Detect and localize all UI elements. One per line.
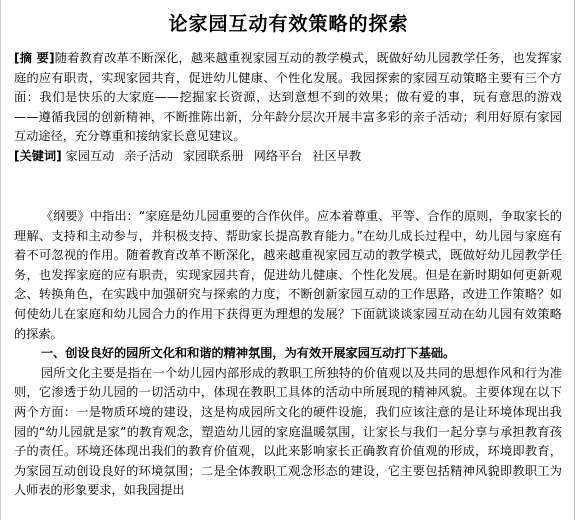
keywords-tag: [关键词]: [14, 148, 62, 163]
body-paragraph: 《纲要》中指出：“家庭是幼儿园重要的合作伙伴。应本着尊重、平等、合作的原则，争取家长的理解、支持和主动参与，并积极支持、帮助家长提高教育能力。”在幼儿成长过程中，幼儿园与家庭有着不可忽视的作用。随着教育改革不断深化，越来越重视家园互动的教学模式，既做好幼儿园教学任务，也发挥家庭的应有职责，实现家园共育，促进幼儿健康、个性化发展。但是在新时期如何更新观念、转换角色，在实践中加强研究与探索的力度，不断创新家园互动的工作思路，改进工作策略？如何使幼儿在家庭和幼儿园合力的作用下获得更为理想的发展？下面就谈谈家园互动在幼儿园有效策略的探索。: [14, 209, 562, 341]
keyword-item: 家园联系册: [182, 148, 244, 163]
document-title: 论家园互动有效策略的探索: [168, 13, 409, 35]
abstract-text: 随着教育改革不断深化，越来越重视家园互动的教学模式，既做好幼儿园教学任务，也发挥家庭的应有职责，实现家园共育，促进幼儿健康、个性化发展。我园探索的家园互动策略主要有三个方面：我们是快乐的大家庭——挖掘家长资源，达到意想不到的效果；做有爱的事，玩有意思的游戏——遵循我园的创新精神，不断推陈出新，分年龄分层次开展丰富多彩的亲子活动；利用好原有家园互动途径，充分尊重和接纳家长意见建议。: [14, 51, 563, 144]
section-heading: 一、创设良好的园所文化和和谐的精神氛围，为有效开展家园互动打下基础。: [40, 346, 456, 361]
keyword-item: 网络平台: [253, 148, 303, 163]
abstract-tag: [摘 要]: [14, 51, 55, 65]
abstract-section: [14, 49, 562, 167]
keyword-item: 家园互动: [65, 148, 115, 163]
body-section: [14, 207, 562, 501]
keyword-item: 亲子活动: [124, 148, 173, 163]
keywords-line: [14, 147, 562, 167]
body-paragraph: 园所文化主要是指在一个幼儿园内部形成的教职工所独特的价值观以及共同的思想作风和行为准则，它渗透于幼儿园的一切活动中，体现在教职工具体的活动中所展现的精神风貌。主要体现在以下两个方面：一是物质环境的建设，这是构成园所文化的硬件设施，我们应该注意的是让环境体现出我园的“幼儿园就是家”的教育观念，塑造幼儿园的家庭温暖氛围，让家长与我们一起分享与承担教育孩子的责任。环境还体现出我们的教育价值观，以此来影响家长正确教育价值观的形成，环境即教育，为家园互动创设良好的环境氛围；二是全体教职工观念形态的建设，它主要包括精神风貌即教职工为人师表的形象要求，如我园提出: [14, 365, 562, 498]
keyword-item: 社区早教: [312, 148, 362, 163]
